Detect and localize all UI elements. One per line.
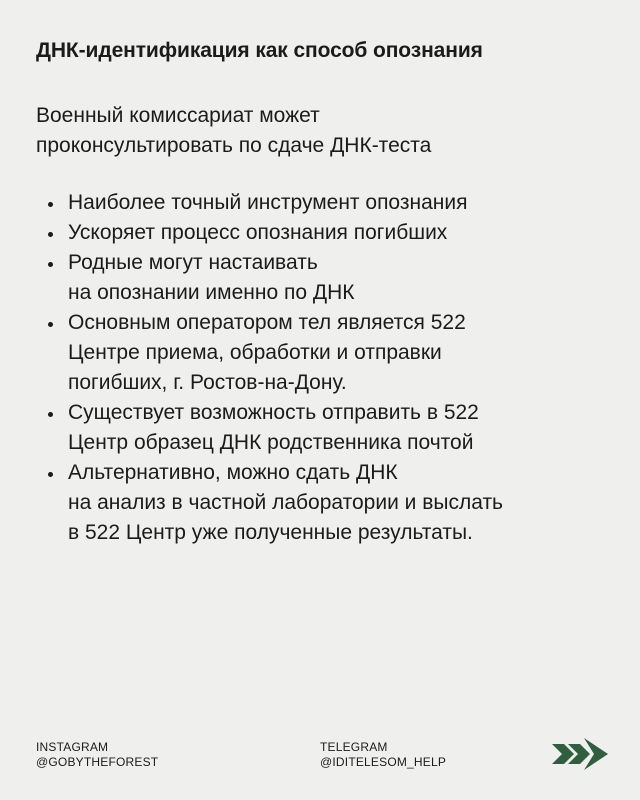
bullet-line: на анализ в частной лаборатории и выслать [68,491,504,514]
bullet-dot [48,232,53,237]
bullet-line: Центр образец ДНК родственника почтой [68,431,474,454]
bullet-line: погибших, г. Ростов-на-Дону. [68,371,347,394]
bullet-dot [48,202,53,207]
double-arrow-right-icon[interactable] [552,738,608,770]
bullet-line: на опознании именно по ДНК [68,281,355,304]
telegram-credit [320,740,446,770]
bullet-line: Родные могут настаивать [68,251,318,274]
bullet-item [36,218,616,248]
bullet-line: Основным оператором тел является 522 [68,311,466,334]
page-title: ДНК-идентификация как способ опознания [36,39,483,62]
bullet-item [36,188,616,218]
instagram-label: INSTAGRAM [36,740,109,754]
bullet-line: Центре приема, обработки и отправки [68,341,442,364]
telegram-label: TELEGRAM [320,740,388,754]
bullet-dot [48,262,53,267]
bullet-list [36,188,616,548]
bullet-line: Наиболее точный инструмент опознания [68,191,468,214]
intro-line: проконсультировать по сдаче ДНК-теста [36,134,432,157]
bullet-line: Существует возможность отправить в 522 [68,401,479,424]
arrow-chevron-left [552,744,574,764]
intro-text [36,101,596,161]
bullet-item [36,398,616,458]
bullet-item [36,308,616,398]
bullet-line: Альтернативно, можно сдать ДНК [68,461,398,484]
bullet-line: Ускоряет процесс опознания погибших [68,221,448,244]
bullet-item [36,458,616,548]
bullet-item [36,248,616,308]
intro-line: Военный комиссариат может [36,104,320,127]
bullet-dot [48,322,53,327]
bullet-line: в 522 Центр уже полученные результаты. [68,521,473,544]
instagram-credit [36,740,158,770]
bullet-dot [48,412,53,417]
instagram-handle[interactable]: @GOBYTHEFOREST [36,755,159,769]
telegram-handle[interactable]: @IDITELESOM_HELP [320,755,447,769]
bullet-dot [48,472,53,477]
